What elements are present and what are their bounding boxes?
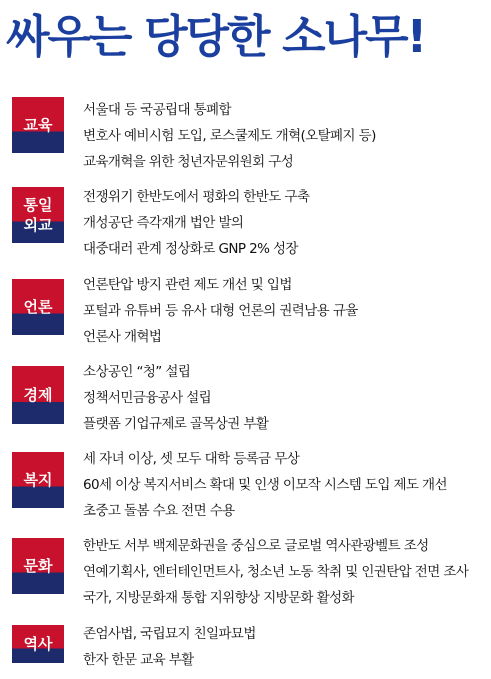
pledge-item: 한반도 서부 백제문화권을 중심으로 글로벌 역사관광벨트 조성 [83,538,429,554]
pledge-item: 연예기획사, 엔터테인먼트사, 청소년 노동 착취 및 인권탄압 전면 조사 [83,564,469,580]
pledge-items [83,272,488,350]
pledge-item: 정책서민금융공사 설립 [83,390,212,406]
pledge-item: 언론사 개혁법 [83,329,162,345]
pledge-item: 존엄사법, 국립묘지 친일파묘법 [83,626,256,642]
pledge-items [83,446,488,524]
pledge-item: 플랫폼 기업규제로 골목상권 부활 [83,416,269,432]
category-badge [12,97,64,153]
category-label: 복지 [23,471,53,489]
category-label: 통일 [23,196,53,214]
page-title: 싸우는 당당한 소나무! [6,10,426,63]
category-label: 외교 [23,216,53,234]
category-badge [12,187,64,243]
pledge-item: 초중고 돌봄 수요 전면 수용 [83,503,235,519]
pledge-item: 국가, 지방문화재 통합 지위향상 지방문화 활성화 [83,590,354,606]
category-badge [12,452,64,508]
pledge-item: 교육개혁을 위한 청년자문위원회 구성 [83,154,294,170]
pledge-item: 언론탄압 방지 관련 제도 개선 및 입법 [83,277,292,293]
pledge-item: 포털과 유튜버 등 유사 대형 언론의 권력남용 규율 [83,303,358,319]
category-label: 역사 [23,635,53,653]
category-label: 경제 [23,386,53,404]
pledge-items [83,621,488,673]
pledge-item: 대중대러 관계 정상화로 GNP 2% 성장 [83,241,298,257]
pledge-items [83,359,488,437]
pledge-item: 변호사 예비시험 도입, 로스쿨제도 개혁(오탈폐지 등) [83,128,376,144]
category-badge [12,366,64,424]
category-label: 교육 [23,116,53,134]
pledge-item: 개성공단 즉각재개 법안 발의 [83,215,244,231]
pledge-item: 전쟁위기 한반도에서 평화의 한반도 구축 [83,189,310,205]
pledge-item: 60세 이상 복지서비스 확대 및 인생 이모작 시스템 도입 제도 개선 [83,477,447,493]
pledge-item: 한자 한문 교육 부활 [83,652,194,668]
pledge-items [83,184,488,262]
pledge-item: 서울대 등 국공립대 통폐합 [83,102,231,118]
category-label: 문화 [23,557,53,575]
pledge-items [83,533,488,611]
pledge-item: 소상공인 “청” 설립 [83,364,191,380]
category-badge [12,279,64,335]
category-badge [12,538,64,594]
category-label: 언론 [23,298,53,316]
category-badge [12,625,64,663]
pledge-item: 세 자녀 이상, 셋 모두 대학 등록금 무상 [83,451,300,467]
pledge-items [83,97,488,175]
